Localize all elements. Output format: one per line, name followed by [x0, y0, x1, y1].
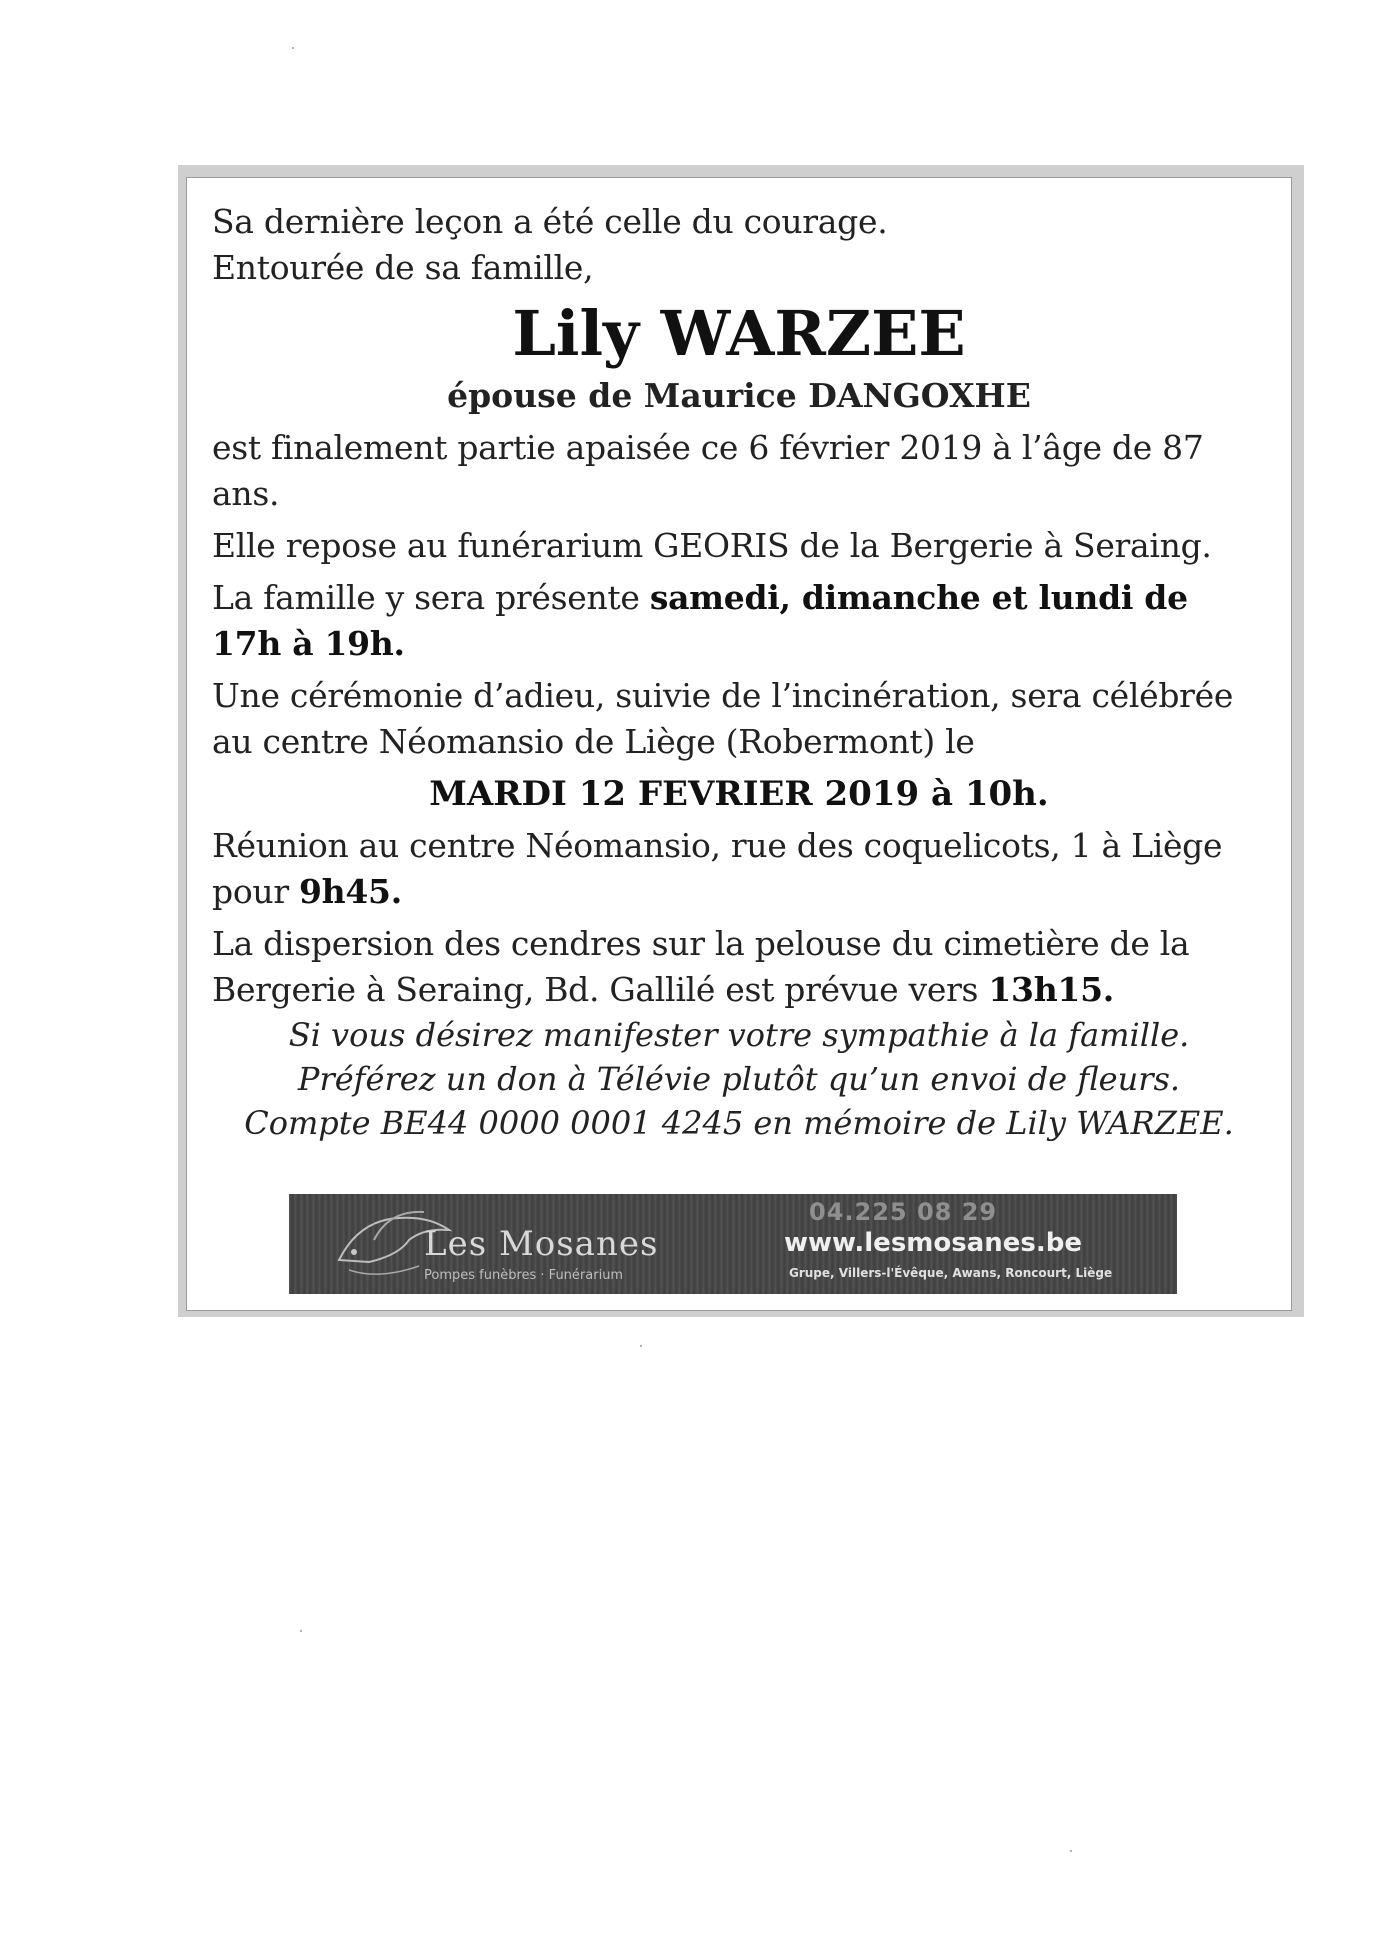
ceremony-line-1: Une cérémonie d’adieu, suivie de l’incinération, sera célébrée [212, 676, 1234, 715]
intro-line-2: Entourée de sa famille, [212, 248, 594, 287]
dispersion-line-2 [212, 967, 1266, 1013]
ceremony-line-2: au centre Néomansio de Liège (Robermont) le [212, 722, 975, 761]
sympathy-line-2: Préférez un don à Télévie plutôt qu’un envoi de fleurs. [297, 1060, 1181, 1098]
death-line-1: est finalement partie apaisée ce 6 février 2019 à l’âge de 87 [212, 428, 1204, 467]
company-name: Les Mosanes [424, 1224, 659, 1264]
spouse-line: épouse de Maurice DANGOXHE [447, 376, 1031, 415]
notice-content [212, 199, 1266, 1145]
family-presence-prefix: La famille y sera présente [212, 578, 650, 617]
company-tagline: Pompes funèbres · Funérarium [424, 1268, 624, 1283]
phone-number: 04.225 08 29 [809, 1198, 998, 1226]
sympathy-line-3: Compte BE44 0000 0001 4245 en mémoire de Lily WARZEE. [244, 1104, 1234, 1142]
sympathy-line-1: Si vous désirez manifester votre sympathie à la famille. [288, 1016, 1190, 1054]
deceased-name: Lily WARZEE [512, 297, 966, 370]
rest-place-line: Elle repose au funérarium GEORIS de la Bergerie à Seraing. [212, 526, 1212, 565]
scan-speck [292, 47, 294, 49]
intro-line-1: Sa dernière leçon a été celle du courage. [212, 202, 888, 241]
death-line-2: ans. [212, 474, 280, 513]
family-presence-hours: 17h à 19h. [212, 624, 405, 663]
ceremony-date: MARDI 12 FEVRIER 2019 à 10h. [429, 774, 1049, 814]
locations-line: Grupe, Villers-l'Évêque, Awans, Roncourt, Liège [789, 1266, 1113, 1280]
dispersion-time: 13h15. [988, 970, 1114, 1009]
dispersion-prefix: Bergerie à Seraing, Bd. Gallilé est prévue vers [212, 970, 989, 1009]
meeting-time: 9h45. [299, 872, 402, 911]
website-link[interactable]: www.lesmosanes.be [784, 1228, 1083, 1258]
meeting-line-1: Réunion au centre Néomansio, rue des coquelicots, 1 à Liège [212, 826, 1223, 865]
dispersion-line-1: La dispersion des cendres sur la pelouse du cimetière de la [212, 924, 1190, 963]
family-presence-days: samedi, dimanche et lundi de [649, 578, 1188, 617]
meeting-line-2 [212, 869, 1266, 915]
obituary-notice [178, 165, 1304, 1317]
funeral-home-banner [289, 1194, 1177, 1294]
scan-speck [640, 1345, 642, 1347]
family-presence-line-2 [212, 621, 1266, 667]
meeting-prefix: pour [212, 872, 300, 911]
scan-speck [300, 1630, 302, 1632]
scan-speck [1070, 1850, 1072, 1852]
family-presence-line-1 [212, 575, 1266, 621]
